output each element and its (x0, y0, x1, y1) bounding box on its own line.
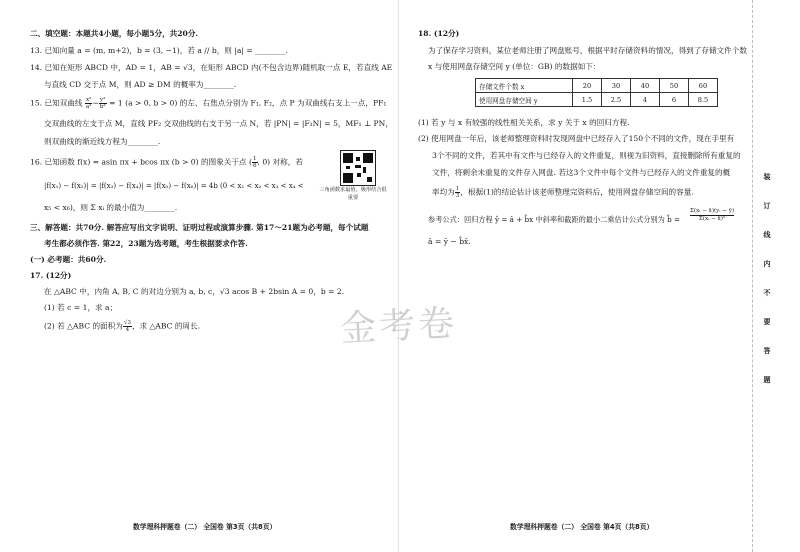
notice-char: 线 (763, 231, 771, 239)
table-cell: 4 (631, 93, 660, 107)
notice-char: 内 (763, 260, 771, 268)
table-row-label: 存储文件个数 x (476, 79, 573, 93)
table-cell: 20 (573, 79, 602, 93)
question-14-line-1: 14. 已知在矩形 ABCD 中，AD = 1，AB = √3，在矩形 ABCD 内(不包含边界)随机取一点 E，若直线 AE (30, 63, 393, 72)
question-18-part-2-line-4 (432, 186, 694, 199)
formula-numerator: Σ(xᵢ − x̄)(yᵢ − ȳ) (690, 208, 735, 214)
table-row-label: 使用网盘存储空间 y (476, 93, 573, 107)
q18-part-2-text-a: 率均为 (432, 187, 455, 197)
question-13: 13. 已知向量 a = (m, m+2)，b = (3, −1)，若 a // b，则 |a| = ________. (30, 46, 288, 55)
notice-char: 装 (763, 173, 771, 181)
q15-fraction-x: $\frac{\text{x²}}{\text{a²}}$ (85, 97, 92, 110)
question-17-part-1: (1) 若 c = 1，求 a； (44, 303, 118, 312)
binding-margin-notice (760, 170, 774, 402)
notice-char: 要 (763, 318, 771, 326)
table-cell: 8.5 (689, 93, 718, 107)
section-2-title: 二、填空题：本题共4小题，每小题5分，共20分. (30, 29, 199, 38)
q15-fraction-y: $\frac{\text{y²}}{\text{b²}}$ (99, 97, 106, 110)
right-page-footer: 数学理科押题卷（二） 全国卷 第4页（共8页） (510, 523, 654, 531)
right-page-body (400, 0, 760, 552)
table-cell: 6 (660, 93, 689, 107)
table-cell: 2.5 (602, 93, 631, 107)
question-18-line-1: 为了保存学习资料，某位老师注册了网盘账号，根据平时存储资料的情况，得到了存储文件个数 (428, 46, 747, 55)
table-cell: 60 (689, 79, 718, 93)
question-15-line-2: 交双曲线的左支于点 M，直线 PF₂ 交双曲线的右支于另一点 N，若 |PN| = |F₁N| = 5，MF₁ ⊥ PN， (44, 119, 393, 128)
question-15-line-3: 则双曲线的渐近线方程为________. (44, 137, 161, 146)
reference-formula-line-1: 参考公式：回归方程 ŷ = â + b̂x 中斜率和截距的最小二乘估计公式分别为 b̂ = (428, 215, 681, 224)
notice-char: 答 (763, 347, 771, 355)
reference-formula-line-2: â = ȳ − b̂x̄. (428, 237, 471, 246)
question-17-part-2 (44, 320, 200, 333)
question-18-part-1: (1) 若 y 与 x 有较强的线性相关关系，求 y 关于 x 的回归方程. (418, 118, 630, 127)
q18-part-2-text-b: ，根据(1)的结论估计该老师整理完资料后，使用网盘存储空间的容量. (460, 187, 694, 197)
q17-fraction: $\frac{√3}{4}$ (123, 320, 131, 333)
question-17-stem: 在 △ABC 中，内角 A, B, C 的对边分别为 a, b, c，√3 acos B + 2bsin A = 0，b = 2. (44, 287, 345, 296)
question-16-line-3: x₅ < x₆)，则 Σ xᵢ 的最小值为________. (44, 203, 178, 212)
question-17-title: 17. (12分) (30, 271, 72, 280)
notice-char: 题 (763, 376, 771, 384)
question-16-line-1 (30, 156, 303, 169)
binding-cut-line (752, 0, 753, 552)
required-section-title: (一) 必考题：共60分. (30, 255, 107, 264)
q16-fraction: $\frac{1}{6}$ (252, 156, 257, 169)
formula-denominator: Σ(xᵢ − x̄)² (698, 216, 726, 222)
question-14-line-2: 与直线 CD 交于点 M，则 AD ≥ DM 的概率为________. (44, 80, 237, 89)
q16-text-b: , 0) 对称，若 (257, 157, 303, 167)
notice-char: 订 (763, 202, 771, 210)
question-18-part-2-line-2: 3个不同的文件，若其中有文件与已经存入的文件重复，则视为旧资料，直接删除所有重复的 (432, 151, 741, 160)
qr-code (340, 150, 376, 186)
q15-text-b: = 1 (a > 0, b > 0) 的左、右焦点分别为 F₁, F₂，点 P 为双曲线右支上一点，PF₁ (109, 98, 387, 108)
qr-caption: 三角函数求最值，极形结合很重要 (319, 187, 387, 201)
question-18-title: 18. (12分) (418, 29, 460, 38)
question-18-line-2: x 与使用网盘存储空间 y (单位：GB) 的数据如下： (428, 62, 601, 71)
left-page-footer: 数学理科押题卷（二） 全国卷 第3页（共8页） (133, 523, 277, 531)
section-3-line-1: 三、解答题：共70分. 解答应写出文字说明、证明过程或演算步骤. 第17～21题为必考题，每个试题 (30, 223, 369, 232)
question-16-line-2: |f(x₁) − f(x₂)| = |f(x₃) − f(x₄)| = |f(x₅) − f(x₆)| = 4b (0 < x₁ < x₂ < x₃ < x₄ < (44, 182, 304, 190)
question-15-line-1: 15. 已知双曲线 $\frac{\text{x²}}{\text{a²}}$ − $\frac{\text{y²}}{\text{b²}}$ = 1 (a > 0, b > 0) 的左、右焦点分别为 F₁, F₂，点 P 为双曲线右支上一点，PF₁ (30, 97, 387, 110)
notice-char: 不 (763, 289, 771, 297)
q18-fraction: $\frac{1}{3}$ (455, 186, 460, 199)
q16-text-a: 16. 已知函数 f(x) = asin πx + bcos πx (b > 0) 的图象关于点 ( (30, 157, 252, 167)
table-cell: 30 (602, 79, 631, 93)
watermark: 金考卷 (339, 302, 459, 351)
section-3-line-2: 考生都必须作答. 第22，23题为选考题，考生根据要求作答. (44, 239, 248, 248)
question-18-part-2-line-3: 文件，将剩余未重复的文件存入网盘. 若这3个文件中每个文件与已经存入的文件重复的概 (432, 168, 731, 177)
regression-formula-fraction (690, 208, 734, 223)
q15-text-a: 15. 已知双曲线 (30, 98, 83, 108)
table-cell: 50 (660, 79, 689, 93)
table-cell: 40 (631, 79, 660, 93)
q17-part-2-text-b: ，求 △ABC 的周长. (131, 321, 201, 331)
question-18-part-2-line-1: (2) 使用网盘一年后，该老师整理资料时发现网盘中已经存入了150个不同的文件，现在手里有 (418, 134, 735, 143)
q17-part-2-text-a: (2) 若 △ABC 的面积为 (44, 321, 123, 331)
table-cell: 1.5 (573, 93, 602, 107)
